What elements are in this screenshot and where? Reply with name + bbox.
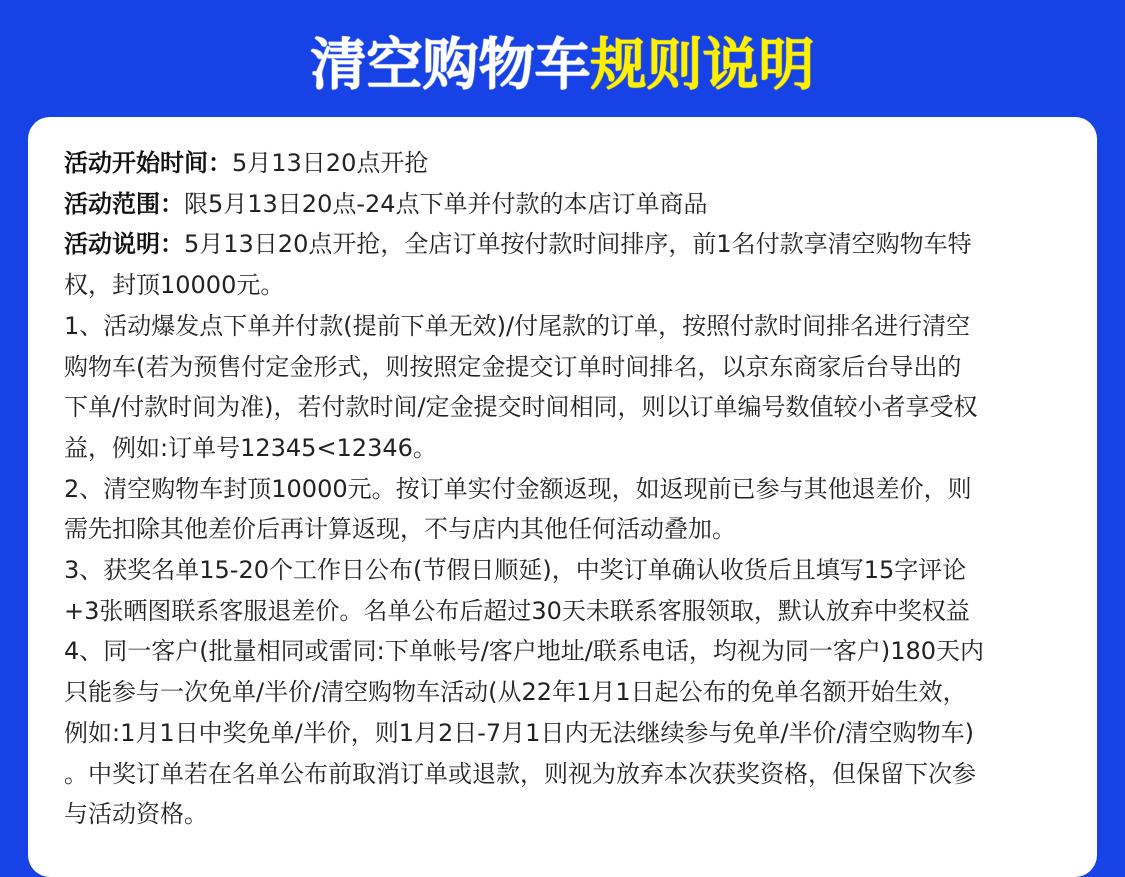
rule-4-line: 例如:1月1日中奖免单/半价，则1月2日-7月1日内无法继续参与免单/半价/清空购物车) (64, 718, 974, 747)
rule-1-line: 1、活动爆发点下单并付款(提前下单无效)/付尾款的订单，按照付款时间排名进行清空 (64, 311, 971, 340)
title-part-yellow: 规则说明 (590, 33, 815, 98)
rule-2-line: 需先扣除其他差价后再计算返现，不与店内其他任何活动叠加。 (64, 515, 736, 544)
scope-label: 活动范围： (64, 189, 184, 218)
rule-3-line: +3张晒图联系客服退差价。名单公布后超过30天未联系客服领取，默认放弃中奖权益 (64, 596, 970, 625)
rule-1-line: 下单/付款时间为准)，若付款时间/定金提交时间相同，则以订单编号数值较小者享受权 (64, 393, 978, 422)
description-line-2: 权，封顶10000元。 (64, 271, 285, 300)
description-text: 5月13日20点开抢，全店订单按付款时间排序，前1名付款享清空购物车特 (184, 230, 972, 259)
rule-3-line: 3、获奖名单15-20个工作日公布(节假日顺延)，中奖订单确认收货后且填写15字评论 (64, 556, 967, 585)
title-part-white: 清空购物车 (310, 33, 591, 98)
description-label: 活动说明： (64, 230, 184, 259)
description-line (64, 224, 1063, 265)
rule-2-line: 2、清空购物车封顶10000元。按订单实付金额返现，如返现前已参与其他退差价，则 (64, 474, 972, 503)
rule-1-line: 购物车(若为预售付定金形式，则按照定金提交订单时间排名，以京东商家后台导出的 (64, 352, 962, 381)
rule-4-line: 与活动资格。 (64, 800, 208, 829)
rule-1-line: 益，例如:订单号12345<12346。 (64, 433, 437, 462)
rules-card (28, 117, 1097, 877)
rule-4-line: 只能参与一次免单/半价/清空购物车活动(从22年1月1日起公布的免单名额开始生效， (64, 678, 967, 707)
page-title (0, 30, 1125, 102)
start-time-line (64, 143, 1063, 184)
scope-value: 限5月13日20点-24点下单并付款的本店订单商品 (184, 189, 708, 218)
scope-line (64, 184, 1063, 225)
start-time-value: 5月13日20点开抢 (232, 149, 429, 177)
rule-4-line: 4、同一客户(批量相同或雷同:下单帐号/客户地址/联系电话，均视为同一客户)180天内 (64, 637, 985, 666)
start-time-label: 活动开始时间： (64, 149, 232, 177)
rule-4-line: 。中奖订单若在名单公布前取消订单或退款，则视为放弃本次获奖资格，但保留下次参 (64, 759, 976, 788)
